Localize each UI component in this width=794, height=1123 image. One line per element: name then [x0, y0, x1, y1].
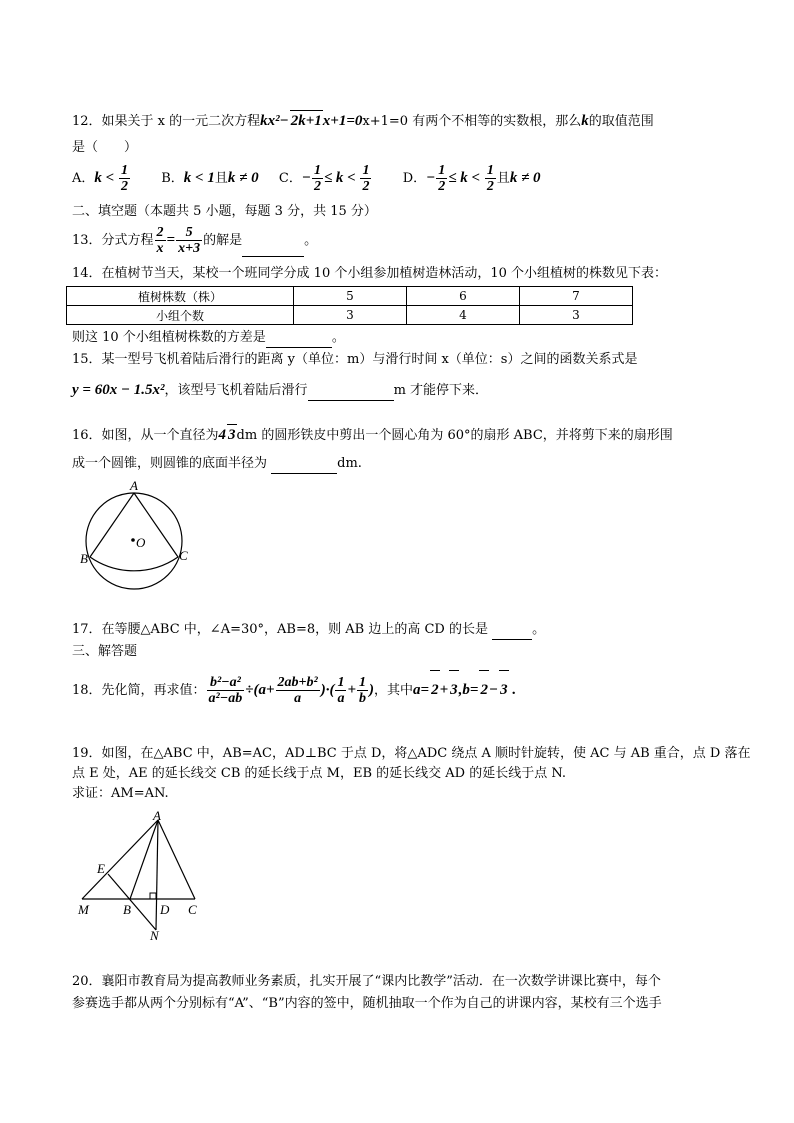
q16-line1: 16．如图，从一个直径为4 3dm 的圆形铁皮中剪出一个圆心角为 60°的扇形 ABC，并将剪下来的扇形围 — [72, 424, 673, 446]
q13: 13．分式方程 $\frac{2}{x}$ = $\frac{5}{x+3}$ 的解是 。 — [72, 225, 318, 256]
label-a: A — [130, 478, 138, 493]
label-d: D — [160, 902, 170, 917]
q16-line2: 成一个圆锥，则圆锥的底面半径为 dm. — [72, 454, 362, 474]
q12-line2: 是（ ） — [72, 140, 138, 155]
q17: 17．在等腰△ABC 中，∠A=30°，AB=8，则 AB 边上的高 CD 的长是 。 — [72, 620, 545, 640]
q20-line2: 参赛选手都从两个分别标有“A”、“B”内容的签中，随机抽取一个作为自己的讲课内容，某校有三个选手 — [72, 996, 662, 1011]
table-row: 小组个数 3 4 3 — [67, 306, 633, 325]
section-fill-in: 二、填空题（本题共 5 小题，每题 3 分，共 15 分） — [72, 204, 377, 219]
label-c: C — [179, 548, 188, 563]
label-e: E — [97, 861, 105, 876]
tree-table — [66, 286, 633, 325]
q19-line1: 19．如图，在△ABC 中，AB=AC，AD⊥BC 于点 D，将△ADC 绕点 A 顺时针旋转，使 AC 与 AB 重合，点 D 落在 — [72, 746, 751, 761]
table-row: 植树株数（株） 5 6 7 — [67, 287, 633, 306]
sector-figure — [74, 474, 204, 604]
label-b: B — [123, 902, 131, 917]
label-o: O — [136, 535, 146, 550]
triangle-figure — [74, 808, 214, 948]
q19-line2: 点 E 处，AE 的延长线交 CB 的延长线于点 M，EB 的延长线交 AD 的延长线于点 N. — [72, 766, 567, 781]
q12-options: A．k < $\frac{1}{2}$ B．k < 1且k ≠ 0 C．− $\frac{1}{2}$ ≤ k < $\frac{1}{2}$ D．− $\frac{1}{2}$ ≤ k < $\frac{1}{2}$ 且k ≠ 0 — [72, 163, 541, 194]
q12-line1: 12．如果关于 x 的一元二次方程kx²− 2k+1x+1=0x+1=0 有两个不相等的实数根，那么k的取值范围 — [72, 110, 654, 132]
q20-line1: 20．襄阳市教育局为提高教师业务素质，扎实开展了“课内比教学”活动．在一次数学讲课比赛中，每个 — [72, 974, 661, 989]
section-solutions: 三、解答题 — [72, 644, 138, 659]
label-a: A — [153, 808, 161, 823]
q12-equation: kx²− 2k+1x+1=0 — [260, 113, 362, 129]
q15-line2: y = 60x − 1.5x²，该型号飞机着陆后滑行 m 才能停下来． — [72, 380, 488, 401]
q15-line1: 15．某一型号飞机着陆后滑行的距离 y（单位：m）与滑行时间 x（单位：s）之间的函数关系式是 — [72, 352, 638, 367]
q18: 18．先化简，再求值： $\frac{\text{b²−a²}}{\text{a²−ab}}$ ÷(a+ $\frac{\text{2ab+b²}}{a}$ )·( $\frac{1}{a}$ + $\frac{1}{b}$ )，其中a= 2+ 3,b= 2− 3 . — [72, 670, 516, 710]
q14-after: 则这 10 个小组植树株数的方差是 。 — [72, 328, 345, 348]
label-b: B — [80, 551, 88, 566]
q19-line3: 求证：AM=AN. — [72, 786, 169, 801]
label-c: C — [188, 902, 197, 917]
label-m: M — [78, 902, 89, 917]
q14-text: 14．在植树节当天，某校一个班同学分成 10 个小组参加植树造林活动，10 个小组植树的株数见下表： — [72, 266, 668, 281]
label-n: N — [150, 928, 159, 943]
